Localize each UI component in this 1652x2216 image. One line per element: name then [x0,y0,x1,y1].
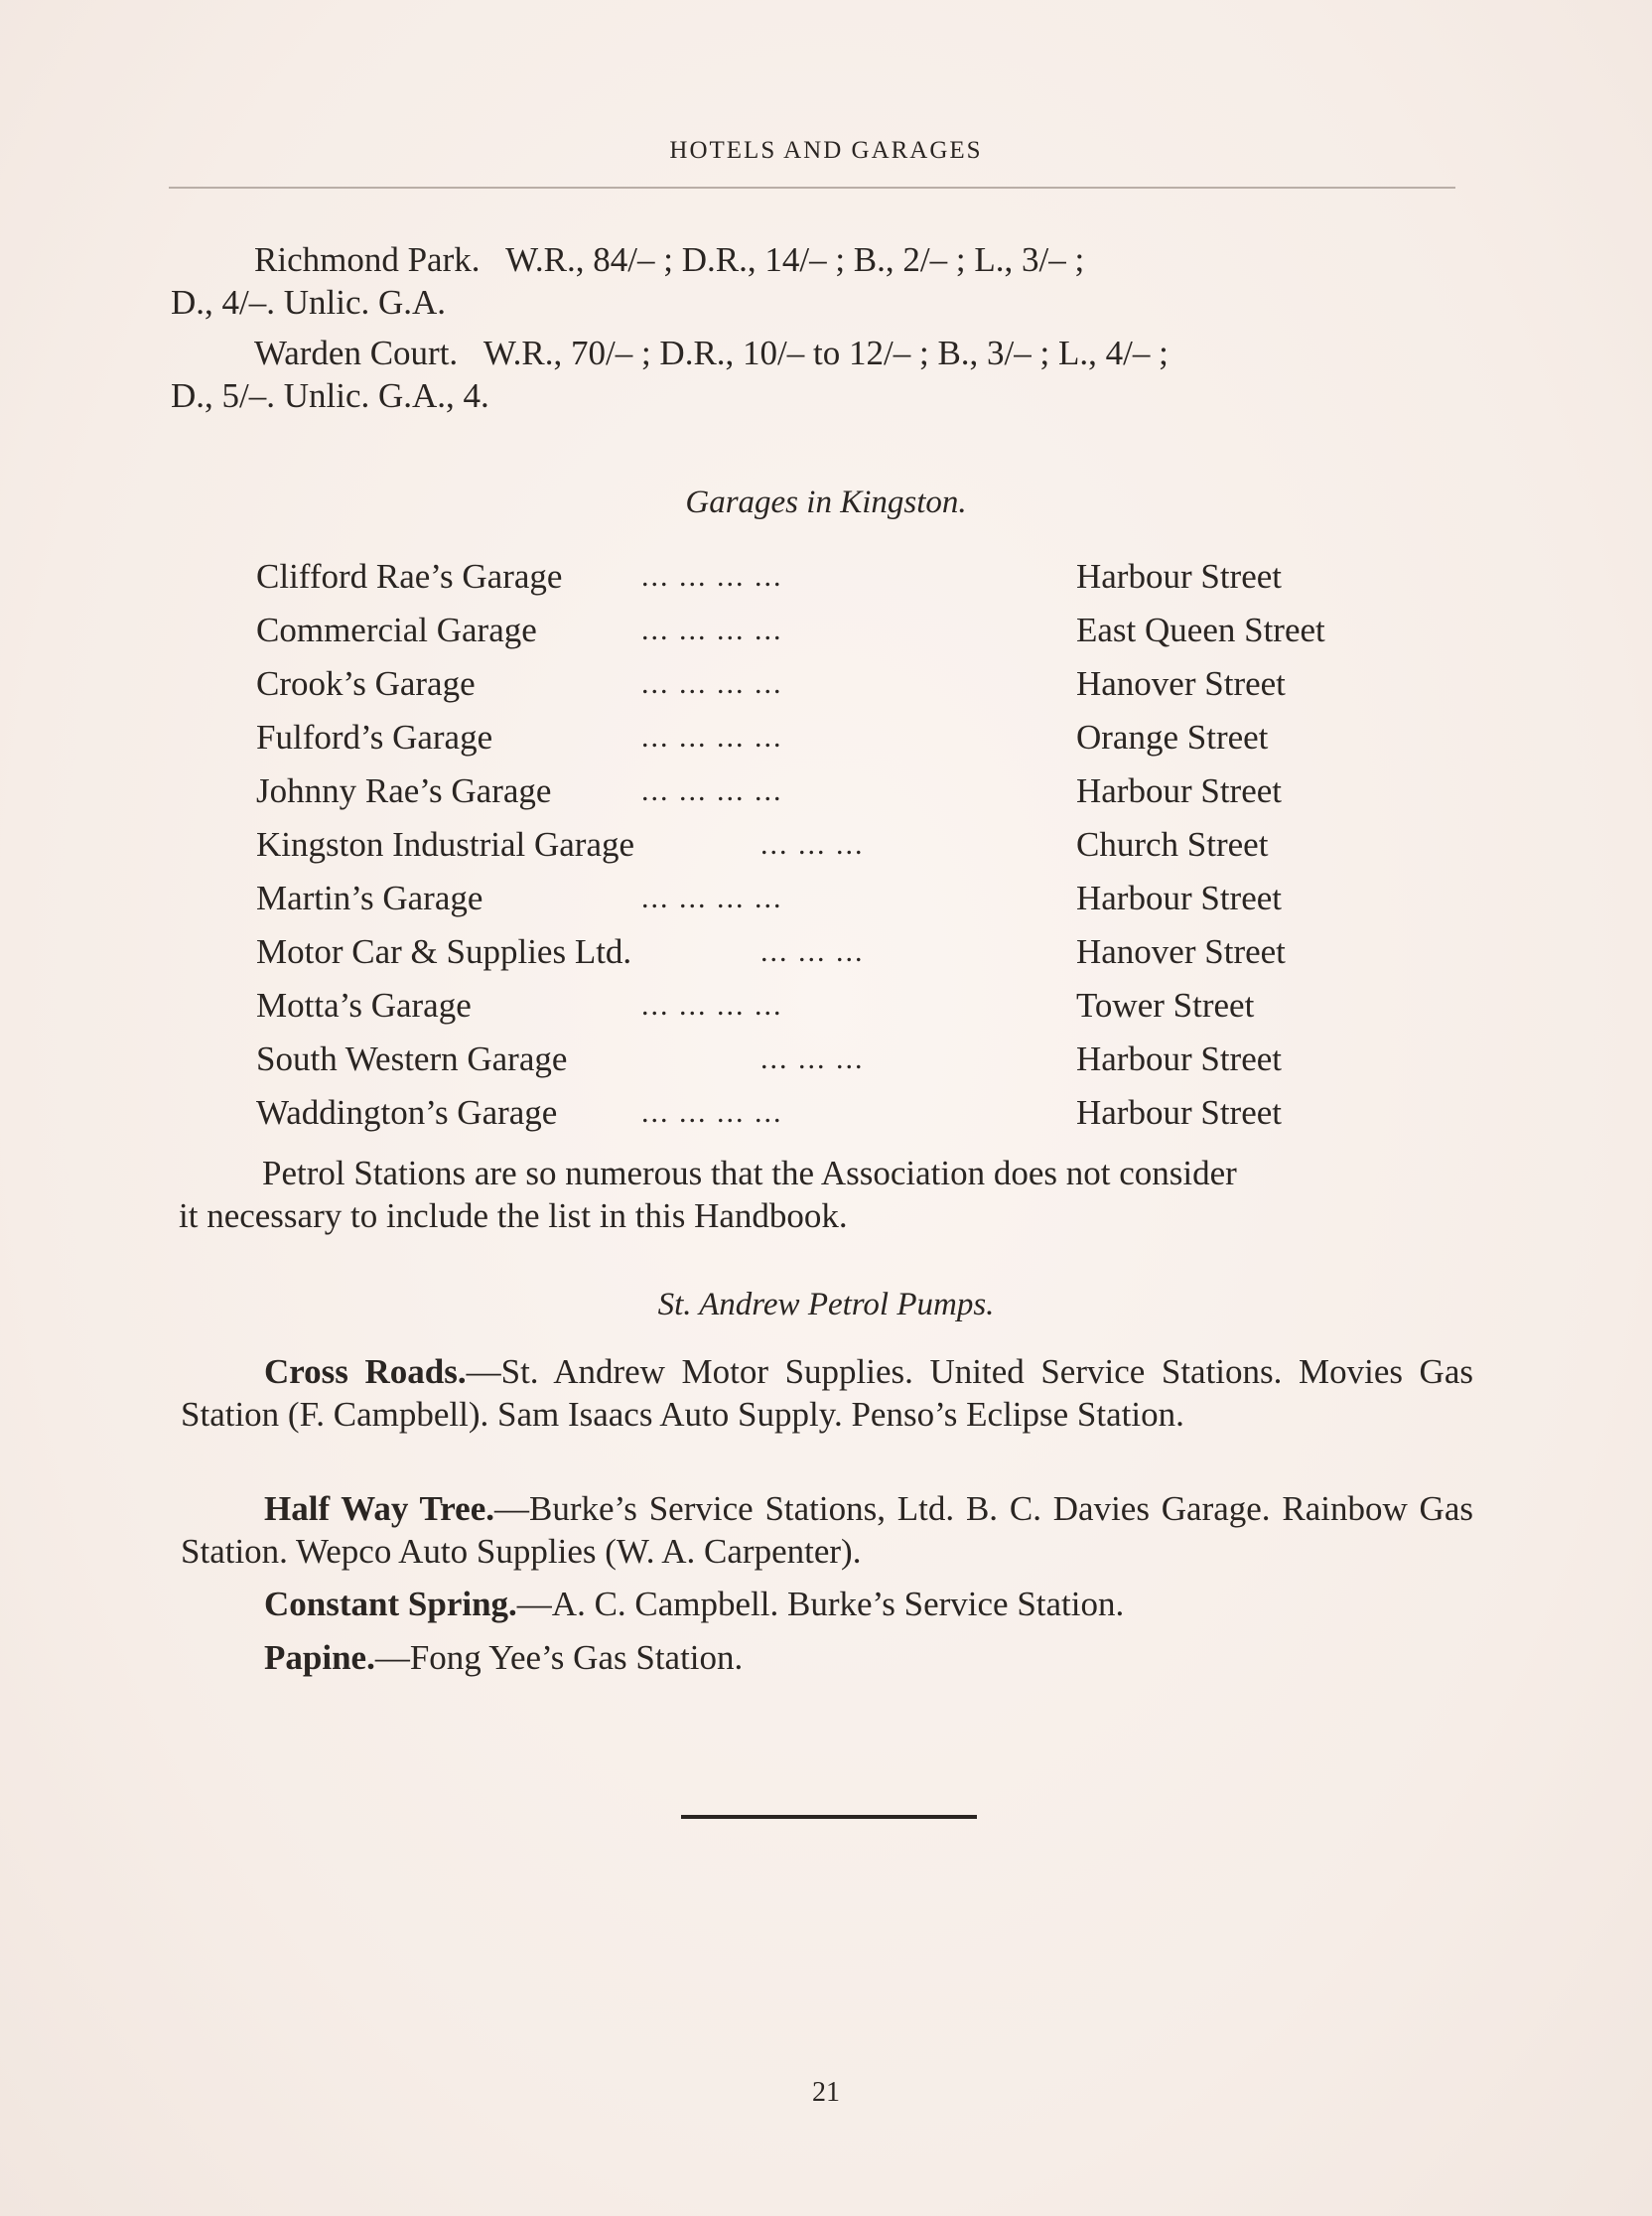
leader-dots: ... ... ... ... [641,1096,783,1129]
pump-entry-constant-spring [181,1583,1473,1625]
garage-row [256,550,1428,604]
garage-street: Hanover Street [1076,664,1286,703]
pump-place: Half Way Tree. [264,1489,494,1528]
leader-dots: ... ... ... [760,935,865,968]
leader-dots: ... ... ... ... [641,989,783,1022]
garage-row [256,764,1428,818]
hotel-rates-cont: D., 4/–. Unlic. G.A. [171,283,447,322]
pump-entry-cross-roads [181,1350,1473,1436]
header-rule [169,187,1455,189]
pump-place: Papine. [264,1638,375,1677]
garage-name: Waddington’s Garage [256,1093,558,1132]
garage-row [256,604,1428,657]
leader-dots: ... ... ... ... [641,882,783,914]
leader-dots: ... ... ... ... [641,614,783,646]
garage-street: Harbour Street [1076,879,1283,917]
garage-name: Johnny Rae’s Garage [256,771,552,810]
garage-street: Harbour Street [1076,557,1283,596]
garage-row [256,1086,1428,1140]
leader-dots: ... ... ... ... [641,560,783,593]
garage-row [256,1033,1428,1086]
leader-dots: ... ... ... ... [641,721,783,754]
pump-stations: —St. Andrew Motor Supplies. United Service Stations. Movies Gas Station (F. Campbell). Sam Isaacs Auto Supply. Penso’s Eclipse Station. [181,1352,1473,1434]
running-head: HOTELS AND GARAGES [669,137,983,164]
pump-entry-half-way-tree [181,1487,1473,1573]
section-end-rule [681,1815,977,1819]
garage-name: Kingston Industrial Garage [256,825,635,864]
garage-row [256,657,1428,711]
hotel-name: Warden Court. [254,334,459,372]
garage-name: Fulford’s Garage [256,718,493,757]
pump-stations: —Burke’s Service Stations, Ltd. B. C. Davies Garage. Rainbow Gas Station. Wepco Auto Supplies (W. A. Carpenter). [181,1489,1473,1571]
garage-name: Motta’s Garage [256,986,472,1025]
garage-name: Martin’s Garage [256,879,483,917]
hotel-entry-warden-court [171,332,1467,417]
leader-dots: ... ... ... ... [641,667,783,700]
garage-street: East Queen Street [1076,611,1325,649]
petrol-stations-note: Petrol Stations are so numerous that the Association does not consider it necessary to include the list in this Handbook. [179,1154,1237,1235]
garage-name: Crook’s Garage [256,664,476,703]
garage-row [256,872,1428,925]
pump-entry-papine [181,1636,1473,1679]
garages-section-title: Garages in Kingston. [685,485,967,520]
garage-street: Harbour Street [1076,771,1283,810]
garage-row [256,925,1428,979]
garage-name: Clifford Rae’s Garage [256,557,563,596]
hotel-name: Richmond Park. [254,240,481,279]
pump-place: Constant Spring. [264,1585,517,1623]
garage-row [256,711,1428,764]
garage-name: South Western Garage [256,1039,568,1078]
pump-stations: —A. C. Campbell. Burke’s Service Station. [516,1585,1125,1623]
garage-street: Orange Street [1076,718,1269,757]
pump-place: Cross Roads. [264,1352,467,1391]
garage-row [256,979,1428,1033]
garage-street: Church Street [1076,825,1269,864]
garage-list [256,550,1428,1140]
garage-street: Hanover Street [1076,932,1286,971]
garage-street: Harbour Street [1076,1039,1283,1078]
garage-street: Harbour Street [1076,1093,1283,1132]
leader-dots: ... ... ... ... [641,774,783,807]
leader-dots: ... ... ... [760,1042,865,1075]
leader-dots: ... ... ... [760,828,865,861]
garage-row [256,818,1428,872]
garage-name: Motor Car & Supplies Ltd. [256,932,632,971]
pump-stations: —Fong Yee’s Gas Station. [374,1638,744,1677]
hotel-rates-cont: D., 5/–. Unlic. G.A., 4. [171,376,489,415]
pumps-section-title: St. Andrew Petrol Pumps. [657,1287,995,1322]
hotel-rates: W.R., 70/– ; D.R., 10/– to 12/– ; B., 3/– ; L., 4/– ; [482,334,1169,372]
hotel-entry-richmond-park [171,238,1467,324]
garage-street: Tower Street [1076,986,1255,1025]
page-number: 21 [812,2077,840,2108]
hotel-rates: W.R., 84/– ; D.R., 14/– ; B., 2/– ; L., 3/– ; [505,240,1085,279]
garage-name: Commercial Garage [256,611,537,649]
